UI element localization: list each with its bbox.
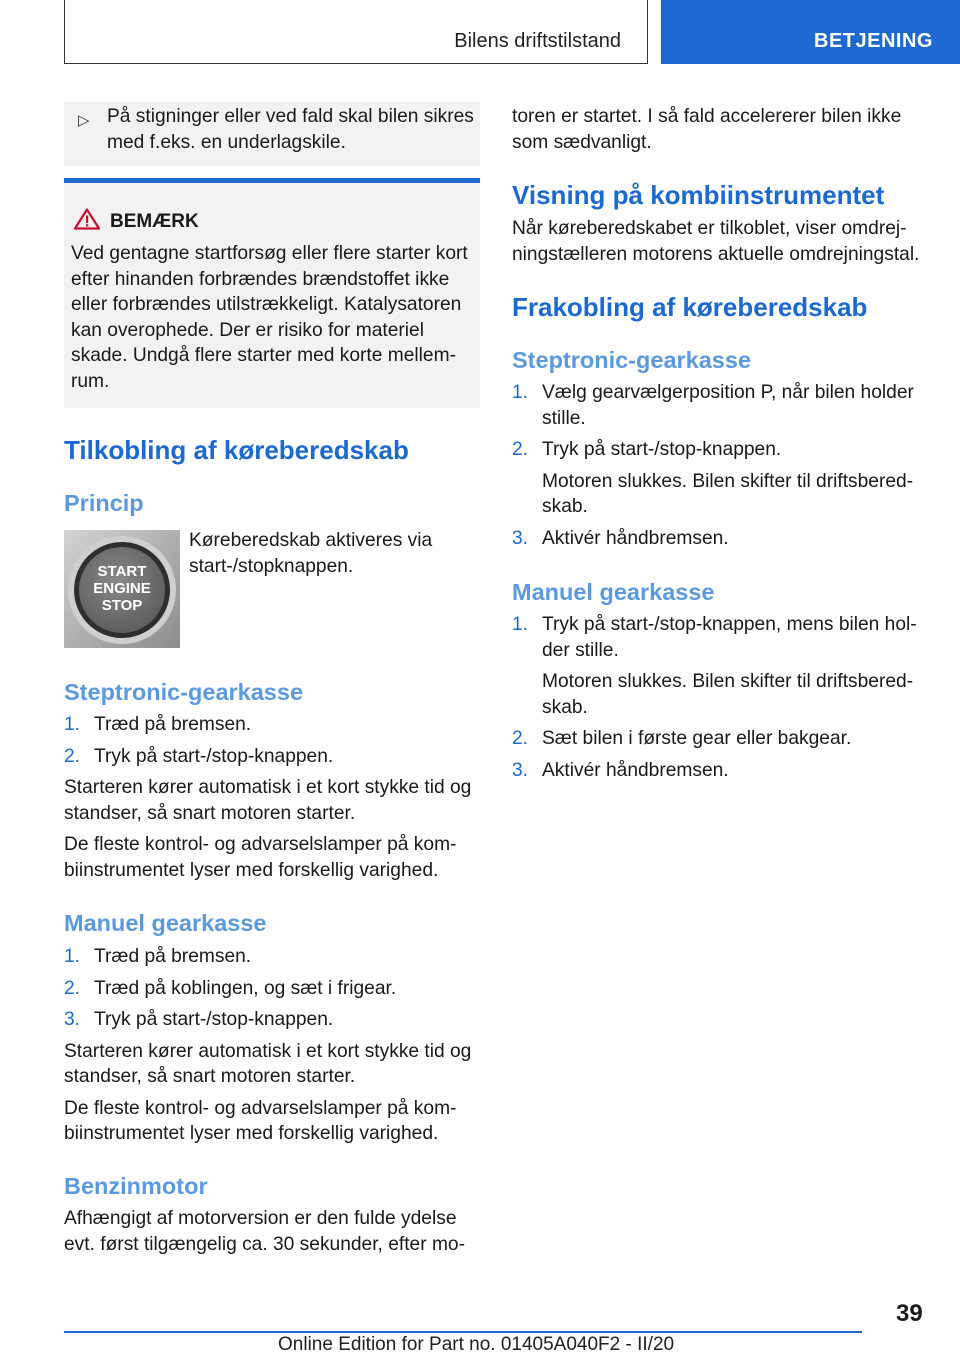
steptronic-heading: Steptronic-gearkasse: [64, 679, 304, 705]
display-heading: Visning på kombiinstrumentet: [512, 180, 885, 210]
manual-steps: [512, 612, 928, 783]
step-subtext: Motoren slukkes. Bilen skifter til driftsbered-skab.: [542, 470, 914, 517]
steptronic-steps: [512, 380, 928, 551]
footer-edition: Online Edition for Part no. 01405A040F2 - II/20: [278, 1334, 675, 1355]
paragraph: Starteren kører automatisk i et kort stykke tid og standser, så snart motoren starter.: [64, 1040, 472, 1087]
step-number: 3.: [512, 527, 529, 549]
list-item: [512, 726, 928, 752]
step-number: 1.: [64, 714, 81, 735]
step-number: 2.: [64, 745, 81, 767]
step-text: Tryk på start-/stop-knappen.: [542, 439, 782, 460]
paragraph: De fleste kontrol- og advarselslamper på kom-biinstrumentet lyser med forskellig varighed.: [64, 834, 457, 881]
bullet-text: På stigninger eller ved fald skal bilen sikres med f.eks. en underlagskile.: [107, 106, 474, 153]
list-item: [64, 744, 480, 770]
manual-heading: Manuel gearkasse: [512, 579, 715, 605]
header-chapter-tab[interactable]: BETJENING: [661, 0, 960, 64]
step-subtext: Motoren slukkes. Bilen skifter til driftsbered-skab.: [542, 671, 914, 718]
display-text: Når køreberedskabet er tilkoblet, viser omdrej-ningstælleren motorens aktuelle omdrejningstal.: [512, 218, 920, 265]
step-text: Træd på bremsen.: [94, 714, 252, 735]
manual-heading: Manuel gearkasse: [64, 910, 267, 936]
step-text: Tryk på start-/stop-knappen, mens bilen hol-der stille.: [542, 614, 917, 661]
manual-steps: [64, 944, 480, 1147]
step-number: 2.: [512, 728, 529, 749]
button-caption-line: START: [97, 563, 147, 580]
disconnect-heading: Frakobling af køreberedskab: [512, 292, 868, 322]
list-item: [512, 612, 928, 663]
continuation-text: toren er startet. I så fald accelererer bilen ikke som sædvanligt.: [512, 106, 902, 153]
notice-box: [64, 178, 480, 408]
button-caption-line: STOP: [101, 597, 143, 614]
header-section-box: [64, 0, 648, 64]
connect-heading: Tilkobling af køreberedskab: [64, 435, 409, 465]
steptronic-steps: [64, 712, 480, 883]
step-number: 2.: [64, 977, 81, 999]
start-stop-button-image: [64, 530, 180, 648]
page-number: 39: [896, 1300, 923, 1327]
step-text: Tryk på start-/stop-knappen.: [94, 745, 334, 767]
button-caption-line: ENGINE: [93, 580, 151, 597]
step-text: Vælg gearvælgerposition P, når bilen holder stille.: [542, 382, 914, 429]
step-number: 1.: [512, 382, 529, 403]
steptronic-heading: Steptronic-gearkasse: [512, 347, 752, 373]
list-item: [512, 380, 928, 431]
list-item: [512, 758, 928, 784]
petrol-text: Afhængigt af motorversion er den fulde ydelse evt. først tilgængelig ca. 30 sekunder, efter mo-: [64, 1208, 465, 1255]
paragraph: Starteren kører automatisk i et kort stykke tid og standser, så snart motoren starter.: [64, 777, 472, 824]
list-item: [64, 944, 480, 970]
petrol-heading: Benzinmotor: [64, 1173, 208, 1199]
paragraph: De fleste kontrol- og advarselslamper på kom-biinstrumentet lyser med forskellig varighed.: [64, 1097, 457, 1144]
step-text: Træd på bremsen.: [94, 946, 252, 967]
step-text: Tryk på start-/stop-knappen.: [94, 1009, 334, 1030]
step-number: 3.: [512, 759, 529, 781]
step-number: 1.: [512, 614, 529, 635]
principle-text: Køreberedskab aktiveres via start-/stopknappen.: [189, 530, 433, 577]
step-text: Aktivér håndbremsen.: [542, 759, 729, 781]
list-item: [64, 712, 480, 738]
warning-triangle-icon: [74, 208, 100, 230]
step-text: Sæt bilen i første gear eller bakgear.: [542, 728, 852, 749]
header-section-title: Bilens driftstilstand: [454, 30, 621, 52]
list-item: [64, 1007, 480, 1033]
notice-label: BEMÆRK: [110, 211, 199, 232]
list-item: [512, 526, 928, 552]
footer-divider: [64, 1331, 862, 1333]
step-number: 2.: [512, 439, 529, 460]
list-item: [64, 976, 480, 1002]
bullet-triangle-icon: ▷: [78, 112, 90, 129]
notice-text: Ved gentagne startforsøg eller flere starter kort efter hinanden forbrændes brændstoffet ikke eller forbrændes utilstrækkeligt. Katalysatoren kan overophede. Der er risiko for materiel skade. Undgå flere starter med korte mellem-rum.: [71, 243, 468, 392]
step-number: 1.: [64, 946, 81, 967]
step-text: Træd på koblingen, og sæt i frigear.: [94, 977, 397, 999]
step-number: 3.: [64, 1009, 81, 1030]
bullet-box: [64, 102, 480, 166]
button-caption: [64, 563, 180, 614]
principle-heading: Princip: [64, 490, 144, 516]
step-text: Aktivér håndbremsen.: [542, 527, 729, 549]
list-item: [512, 437, 928, 463]
